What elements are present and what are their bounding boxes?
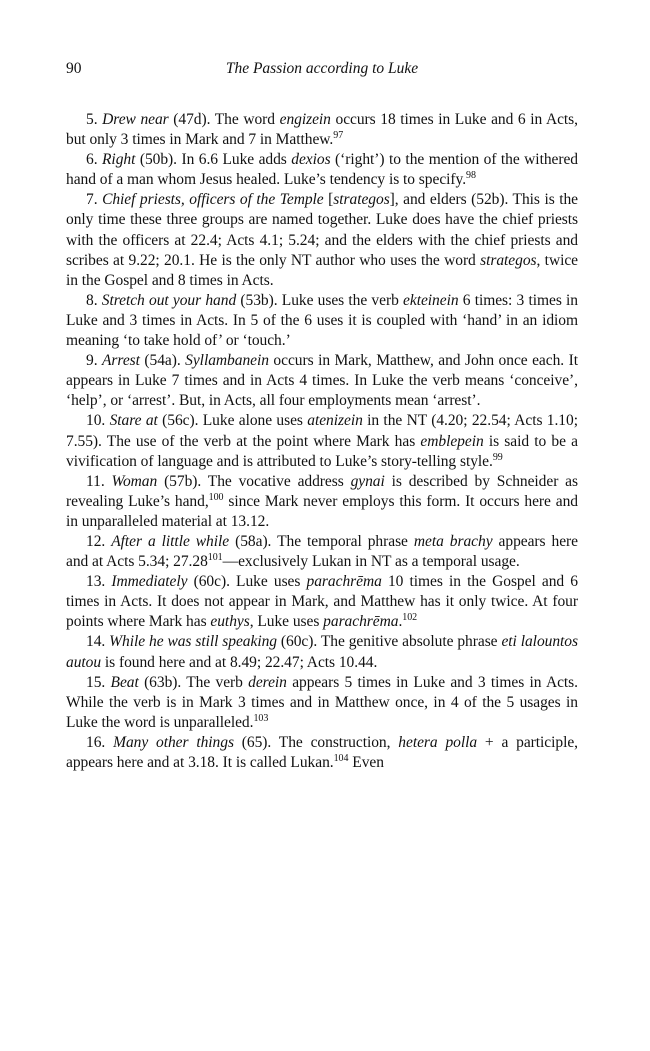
italic-term: gynai (350, 472, 385, 490)
note-text: since Mark never employs this form. It occurs here and in unparalleled material at 13.12. (66, 492, 578, 530)
italic-term: hetera polla (398, 733, 478, 751)
note-paragraph (66, 472, 578, 532)
note-text: Even (348, 754, 384, 771)
italic-term: While he was still speaking (109, 633, 277, 651)
italic-term: parachrēma (323, 613, 399, 631)
running-title: The Passion according to Luke (225, 60, 419, 77)
italic-term: After a little while (111, 532, 230, 550)
note-text: 15. (86, 673, 111, 691)
footnote-ref: 97 (333, 130, 344, 142)
note-text: (60c). Luke uses (187, 573, 307, 591)
italic-term: parachrēma (306, 573, 382, 591)
page-number: 90 (66, 60, 82, 77)
note-paragraph (66, 673, 578, 733)
note-text: appears here and at Acts 5.34; 27.28 (66, 532, 578, 571)
italic-term: Stare at (109, 412, 158, 430)
note-text: 9. (86, 352, 103, 370)
note-paragraph (66, 572, 578, 632)
note-text: 7. (86, 191, 103, 209)
italic-term: Arrest (102, 352, 140, 370)
note-text: 12. (86, 532, 112, 550)
note-paragraph (66, 632, 578, 672)
italic-term: engizein (279, 111, 331, 128)
footnote-ref: 98 (466, 170, 476, 182)
note-paragraph (66, 733, 578, 773)
note-text: 10 times in the Gospel and 6 times in Acts. It does not appear in Mark, and Matthew has it only twice. At four points where Mark has (66, 573, 578, 631)
note-paragraph (66, 190, 578, 290)
note-text: occurs 18 times in Luke and 6 in Acts, but only 3 times in Mark and 7 in Matthew. (66, 111, 578, 149)
italic-term: Woman (111, 472, 158, 490)
note-text: , Luke uses (249, 613, 324, 631)
note-text: . (398, 613, 403, 631)
note-text: (58a). The temporal phrase (229, 532, 414, 550)
italic-term: Drew near (102, 111, 169, 128)
note-text: (65). The construction, (233, 733, 399, 751)
note-paragraph (66, 411, 578, 471)
note-text: in the NT (4.20; 22.54; Acts 1.10; 7.55). The use of the verb at the point where Mark has (66, 412, 578, 450)
italic-term: derein (248, 673, 287, 691)
footnote-ref: 104 (333, 753, 349, 764)
running-head (66, 60, 578, 84)
italic-term: eti lalountos autou (66, 633, 578, 671)
italic-term: Beat (110, 673, 139, 691)
italic-term: Many other things (113, 733, 234, 751)
note-text: appears 5 times in Luke and 3 times in Acts. While the verb is in Mark 3 times and in Matthew once, in 4 of the 5 usages in Luke the word is unparalleled. (66, 673, 578, 731)
note-text: , twice in the Gospel and 8 times in Acts. (66, 251, 578, 289)
note-text: 11. (86, 472, 112, 490)
note-text: (‘right’) to the mention of the withered hand of a man whom Jesus healed. Luke’s tendency is to specify. (66, 151, 578, 189)
note-paragraph (66, 110, 578, 150)
note-text: (53b). Luke uses the verb (236, 291, 404, 309)
footnote-ref: 100 (208, 491, 224, 503)
italic-term: strategos (333, 191, 390, 209)
italic-term: euthys (210, 613, 250, 631)
note-paragraph (66, 351, 578, 411)
note-text: (57b). The vocative address (157, 472, 351, 490)
italic-term: emblepein (420, 432, 484, 450)
note-text: (47d). The word (168, 111, 280, 128)
footnote-ref: 102 (402, 612, 418, 624)
note-text: is described by Schneider as revealing Luke’s hand, (66, 472, 578, 510)
italic-term: Chief priests, officers of the Temple (102, 191, 324, 209)
note-text: 6. (86, 151, 103, 169)
note-text: (60c). The genitive absolute phrase (276, 633, 502, 651)
italic-term: Stretch out your hand (101, 291, 237, 309)
note-text: 14. (86, 633, 110, 651)
note-text: (63b). The verb (138, 673, 249, 691)
italic-term: strategos (480, 251, 537, 269)
note-paragraph (66, 532, 578, 572)
note-text: —exclusively Lukan in NT as a temporal usage. (222, 553, 520, 571)
note-text: 13. (86, 573, 112, 591)
note-paragraph (66, 291, 578, 351)
note-text: 5. (86, 111, 103, 128)
note-paragraph (66, 150, 578, 190)
note-text: + a participle, appears here and at 3.18. It is called Lukan. (66, 733, 578, 771)
footnote-ref: 101 (207, 552, 223, 564)
note-text: (56c). Luke alone uses (157, 412, 308, 430)
italic-term: atenizein (307, 412, 363, 430)
note-text: ], and elders (52b). This is the only time these three groups are named together. Luke does have the chief priests with the officers at 22.4; Acts 4.1; 5.24; and the elders with the chief priests and scribes at 9.22; 20.1. He is the only NT author who uses the word (66, 191, 579, 269)
italic-term: ekteinein (403, 291, 459, 309)
note-text: is found here and at 8.49; 22.47; Acts 10.44. (101, 653, 378, 671)
notes-list (66, 110, 578, 773)
note-text: 8. (86, 291, 102, 309)
note-text: [ (323, 191, 334, 209)
footnote-ref: 99 (492, 451, 503, 463)
italic-term: Syllambanein (185, 352, 269, 370)
note-text: is said to be a vivification of language and is attributed to Luke’s story-telling style. (66, 432, 578, 470)
note-text: (54a). (139, 352, 186, 370)
note-text: 10. (86, 412, 110, 430)
italic-term: Immediately (111, 573, 188, 591)
footnote-ref: 103 (253, 712, 269, 724)
note-text: 16. (86, 733, 114, 751)
italic-term: dexios (291, 151, 331, 169)
note-text: occurs in Mark, Matthew, and John once each. It appears in Luke 7 times and in Acts 4 times. In Luke the verb means ‘conceive’, ‘help’, or ‘arrest’. But, in Acts, all four employments mean ‘arrest’. (66, 352, 578, 410)
note-text: (50b). In 6.6 Luke adds (135, 151, 292, 169)
italic-term: Right (102, 151, 136, 169)
italic-term: meta brachy (413, 532, 493, 550)
book-page (66, 60, 578, 773)
note-text: 6 times: 3 times in Luke and 3 times in Acts. In 5 of the 6 uses it is coupled with ‘hand’ in an idiom meaning ‘to take hold of’ or ‘touch.’ (66, 291, 579, 350)
